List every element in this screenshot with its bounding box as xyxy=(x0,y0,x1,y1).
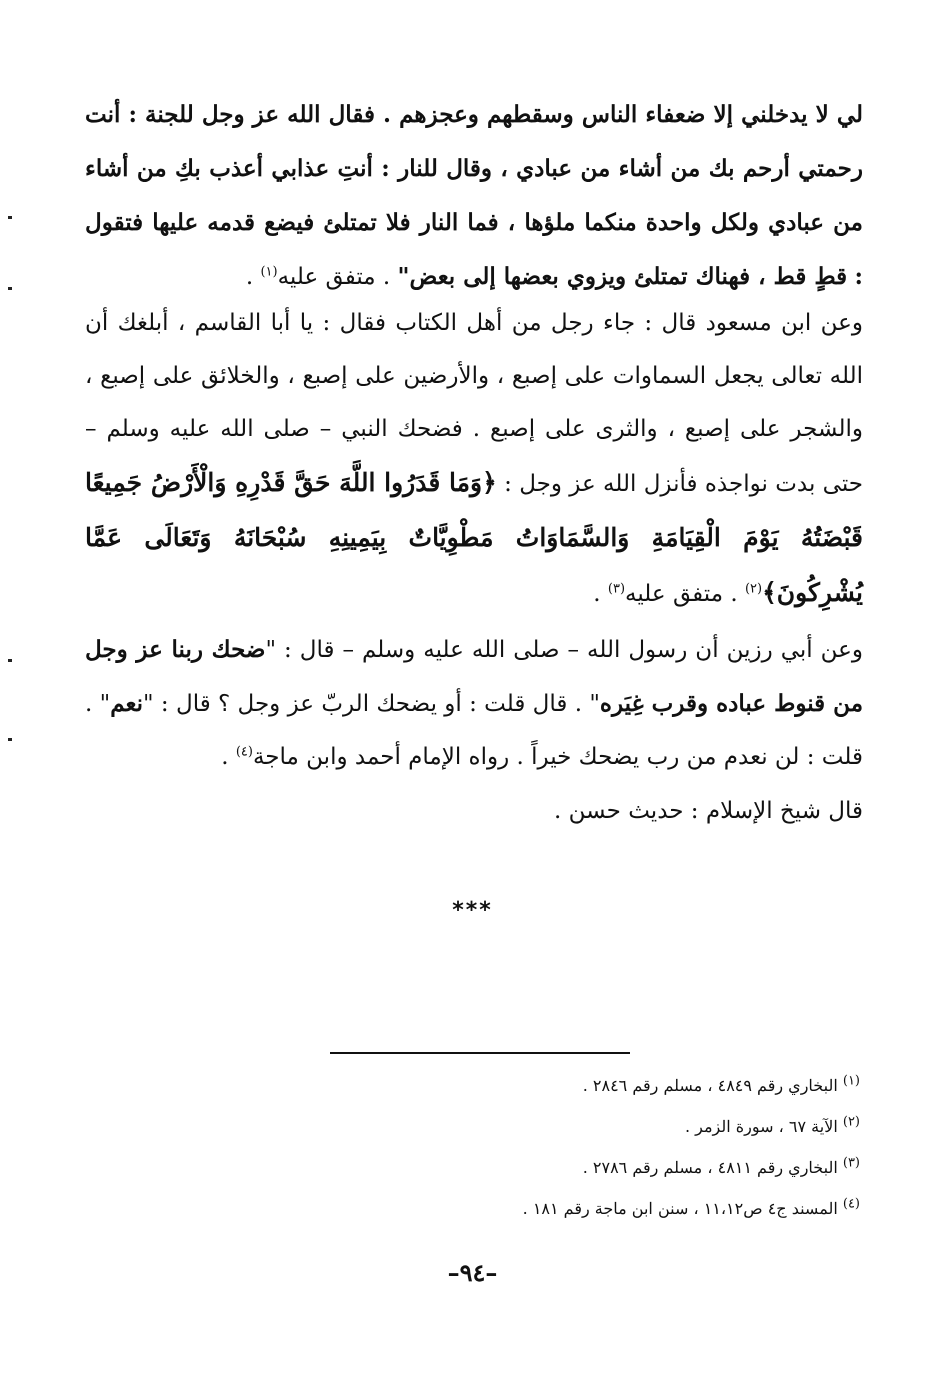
p3-hadith: ضحك ربنا عز وجل من قنوط عباده وقرب غِيَره xyxy=(85,636,864,717)
p1-line2: رحمتي أرحم بك من أشاء من عبادي ، وقال للنار : أنتِ عذابي أعذب بكِ من أشاء xyxy=(85,155,863,182)
section-separator: *** xyxy=(452,898,493,923)
p4-text: قال شيخ الإسلام : حديث حسن . xyxy=(554,798,863,824)
p2-after: . متفق عليه xyxy=(625,581,745,607)
p2-end: . xyxy=(593,581,608,607)
footnote-item xyxy=(300,1106,860,1147)
p1-line4-end: . xyxy=(245,264,261,290)
footnote-ref-1: (١) xyxy=(260,264,278,280)
paragraph-2 xyxy=(85,297,905,621)
paragraph-1 xyxy=(85,88,863,304)
footnote-number: (٤) xyxy=(842,1196,860,1212)
p1-line4-rest: . متفق عليه xyxy=(277,264,398,290)
p3-mid: " . قال قلت : أو يضحك الربّ عز وجل ؟ قال : " xyxy=(143,691,600,717)
p2-text: وعن ابن مسعود قال : جاء رجل من أهل الكتاب فقال : يا أبا القاسم ، أبلغك أن الله تعالى يجعل السماوات على إصبع ، والأرضين على إصبع ، والخلائق على إصبع ، والشجر على إصبع ، والثرى على إصبع . فضحك النبي – صلى الله عليه وسلم – حتى بدت نواجذه فأنزل الله عز وجل : xyxy=(85,310,864,497)
footnote-item xyxy=(300,1188,860,1229)
p3-answer: نعم xyxy=(110,690,144,717)
p1-line4-bold: قطٍ قط ، فهناك تمتلئ ويزوي بعضها إلى بعض" xyxy=(397,263,848,290)
footnote-text: المسند ج٤ ص١١،١٢ ، سنن ابن ماجة رقم ١٨١ . xyxy=(522,1199,843,1218)
footnote-ref-3: (٣) xyxy=(607,581,626,597)
scan-margin-mark xyxy=(8,216,12,219)
p1-line1: لي لا يدخلني إلا ضعفاء الناس وسقطهم وعجزهم . فقال الله عز وجل للجنة : أنت xyxy=(85,101,863,128)
footnote-item xyxy=(300,1065,860,1106)
footnote-ref-4: (٤) xyxy=(235,744,253,760)
quran-verse: ﴿وَمَا قَدَرُوا اللَّهَ حَقَّ قَدْرِهِ وَالْأَرْضُ جَمِيعًا قَبْضَتُهُ يَوْمَ الْقِيَامَةِ وَالسَّمَاوَاتُ مَطْوِيَّاتٌ بِيَمِينِهِ سُبْحَانَهُ وَتَعَالَى عَمَّا يُشْرِكُونَ﴾ xyxy=(85,468,863,607)
footnote-number: (٣) xyxy=(842,1155,860,1171)
footnote-text: الآية ٦٧ ، سورة الزمر . xyxy=(684,1117,843,1136)
footnote-number: (٢) xyxy=(842,1114,860,1130)
footnote-item xyxy=(300,1147,860,1188)
footnote-ref-2: (٢) xyxy=(744,581,763,597)
footnotes xyxy=(300,1065,860,1229)
paragraph-4 xyxy=(85,785,905,838)
paragraph-3 xyxy=(85,623,905,784)
footnote-number: (١) xyxy=(842,1073,860,1089)
scan-margin-mark xyxy=(8,287,12,290)
scan-margin-mark xyxy=(8,659,12,662)
p3-end2: . xyxy=(221,744,236,770)
p1-line3: من عبادي ولكل واحدة منكما ملؤها ، فما النار فلا تمتلئ فيضع قدمه عليها فتقول : xyxy=(85,209,863,290)
footnote-divider xyxy=(330,1052,630,1054)
footnote-text: البخاري رقم ٤٨٤٩ ، مسلم رقم ٢٨٤٦ . xyxy=(582,1076,843,1095)
p3-start: وعن أبي رزين أن رسول الله – صلى الله عليه وسلم – قال : " xyxy=(265,637,863,663)
footnote-text: البخاري رقم ٤٨١١ ، مسلم رقم ٢٧٨٦ . xyxy=(582,1158,843,1177)
scan-margin-mark xyxy=(8,738,12,741)
page-number: –٩٤– xyxy=(447,1258,498,1287)
p3-end: " . قلت : لن نعدم من رب يضحك خيراً . رواه الإمام أحمد وابن ماجة xyxy=(85,691,863,770)
